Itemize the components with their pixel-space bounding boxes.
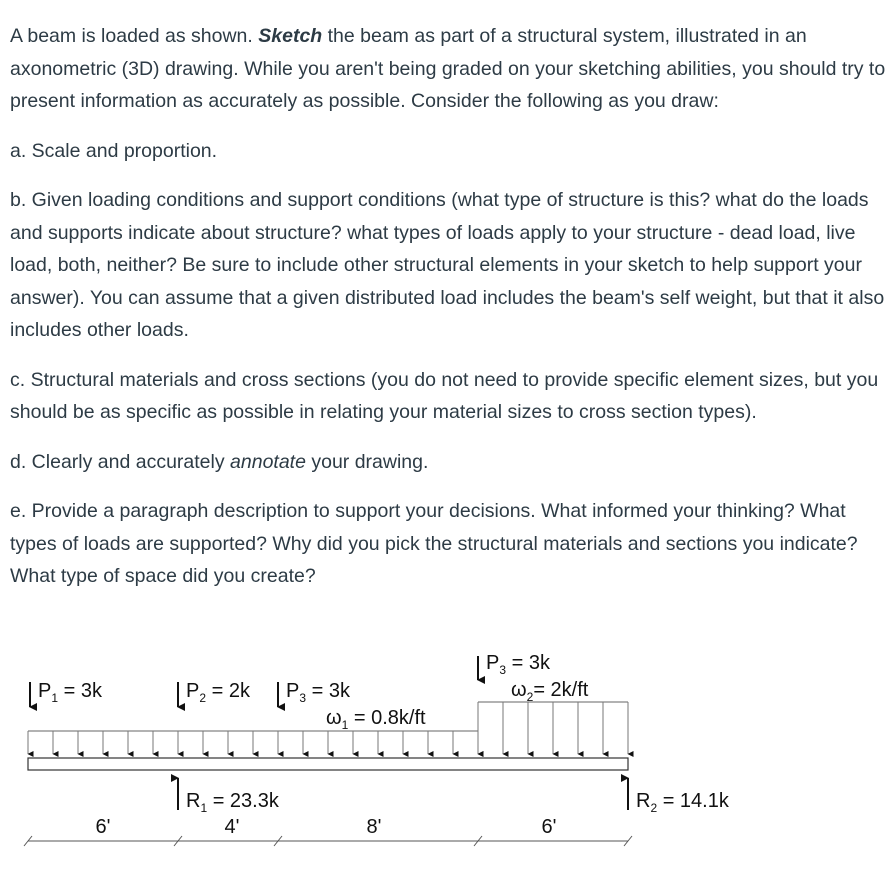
item-a: a. Scale and proportion.: [10, 139, 218, 162]
sketch-emphasis: Sketch: [258, 25, 323, 47]
label-p2: $P_2 = 2k$: [186, 680, 250, 705]
label-p1: $P_1 = 3k$: [38, 680, 102, 705]
annotate-emphasis: annotate: [230, 450, 306, 473]
question-text: [10, 20, 890, 593]
dimension-3: 8': [366, 816, 382, 838]
label-p3-right: $P_3 = 3k$: [486, 652, 550, 677]
item-b: b. Given loading conditions and support conditions (what type of structure is this? what do the loads and supports indicate about structure? what types of loads apply to your structure - dead load, live load, both, neither? Be sure to include other structural elements in your sketch to help support your answer). You can assume that a given distributed load includes the beam's self weight, but that it also includes other loads.: [10, 189, 885, 341]
beam: [28, 758, 628, 770]
distributed-load-w2: [478, 702, 628, 754]
label-w1: $\omega_1 = 0.8k/ft$: [326, 707, 426, 732]
distributed-load-w1: [28, 731, 478, 754]
label-p3: $P_3 = 3k$: [286, 680, 350, 705]
label-w2: $\omega_2= 2k/ft$: [511, 679, 589, 704]
item-d: d. Clearly and accurately annotate your drawing.: [10, 450, 429, 473]
label-r1: $R_1 = 23.3k$: [186, 790, 279, 815]
beam-loading-diagram: [0, 640, 892, 880]
dimension-4: 6': [541, 816, 557, 838]
dimension-1: 6': [95, 816, 111, 838]
label-r2: $R_2 = 14.1k$: [636, 790, 729, 815]
dimension-2: 4': [224, 816, 240, 838]
item-e: e. Provide a paragraph description to support your decisions. What informed your thinking? What types of loads are supported? Why did you pick the structural materials and sections you indicate? What type of space did you create?: [10, 500, 858, 587]
item-c: c. Structural materials and cross sections (you do not need to provide specific element sizes, but you should be as specific as possible in relating your material sizes to cross section types).: [10, 368, 879, 423]
question-intro: A beam is loaded as shown. Sketch the beam as part of a structural system, illustrated in an axonometric (3D) drawing. While you aren't being graded on your sketching abilities, you should try to present information as accurately as possible. Consider the following as you draw:: [10, 25, 886, 112]
